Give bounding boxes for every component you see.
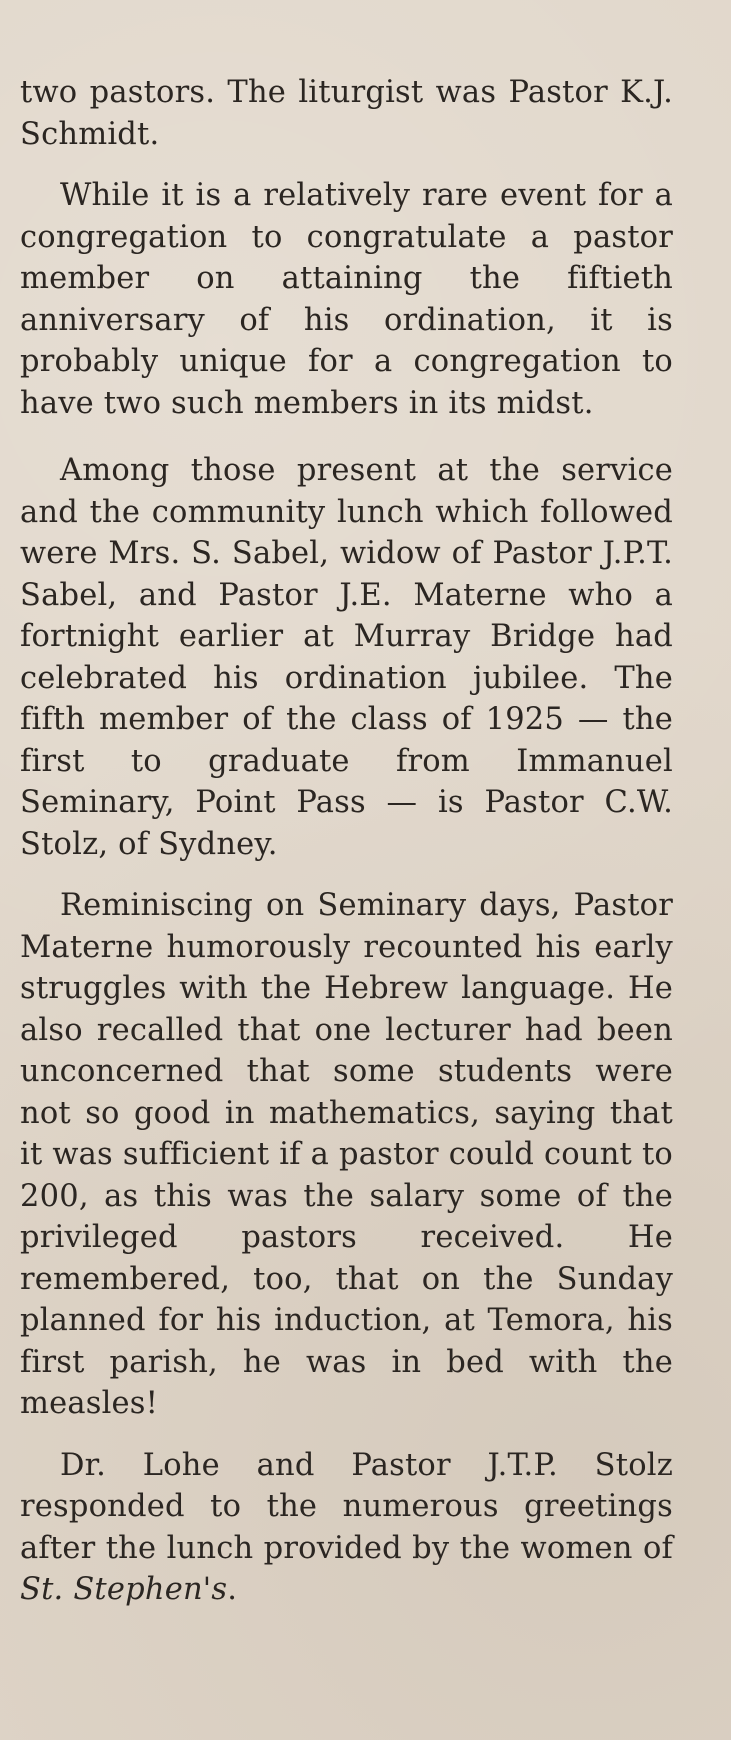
paragraph-gap (20, 424, 673, 450)
paragraph-gap (20, 155, 673, 175)
paragraph-5-text: Dr. Lohe and Pastor J.T.P. Stolz responded to the numerous greetings after the lunch provided by the women of (20, 1447, 673, 1566)
paragraph-3: Among those present at the service and the community lunch which followed were Mrs. S. Sabel, widow of Pastor J.P.T. Sabel, and Pastor J.E. Materne who a fortnight earlier at Murray Bridge had celebrated his ordination jubilee. The fifth member of the class of 1925 — the first to graduate from Immanuel Seminary, Point Pass — is Pastor C.W. Stolz, of Sydney. (20, 453, 673, 862)
paragraph-5 (20, 1445, 673, 1611)
paragraph-5-end: . (227, 1572, 238, 1607)
church-name: St. Stephen's (20, 1572, 228, 1607)
paragraph-gap (20, 1425, 673, 1445)
paragraph-2: While it is a relatively rare event for a congregation to congratulate a pastor member on attaining the fiftieth anniversary of his ordination, it is probably unique for a congregation to have two such members in its midst. (20, 178, 673, 421)
paragraph-gap (20, 865, 673, 885)
paragraph-1: two pastors. The liturgist was Pastor K.J. Schmidt. (20, 75, 673, 152)
paragraph-4: Reminiscing on Seminary days, Pastor Materne humorously recounted his early struggles with the Hebrew language. He also recalled that one lecturer had been unconcerned that some students were not so good in mathematics, saying that it was sufficient if a pastor could count to 200, as this was the salary some of the privileged pastors received. He remembered, too, that on the Sunday planned for his induction, at Temora, his first parish, he was in bed with the measles! (20, 888, 673, 1421)
